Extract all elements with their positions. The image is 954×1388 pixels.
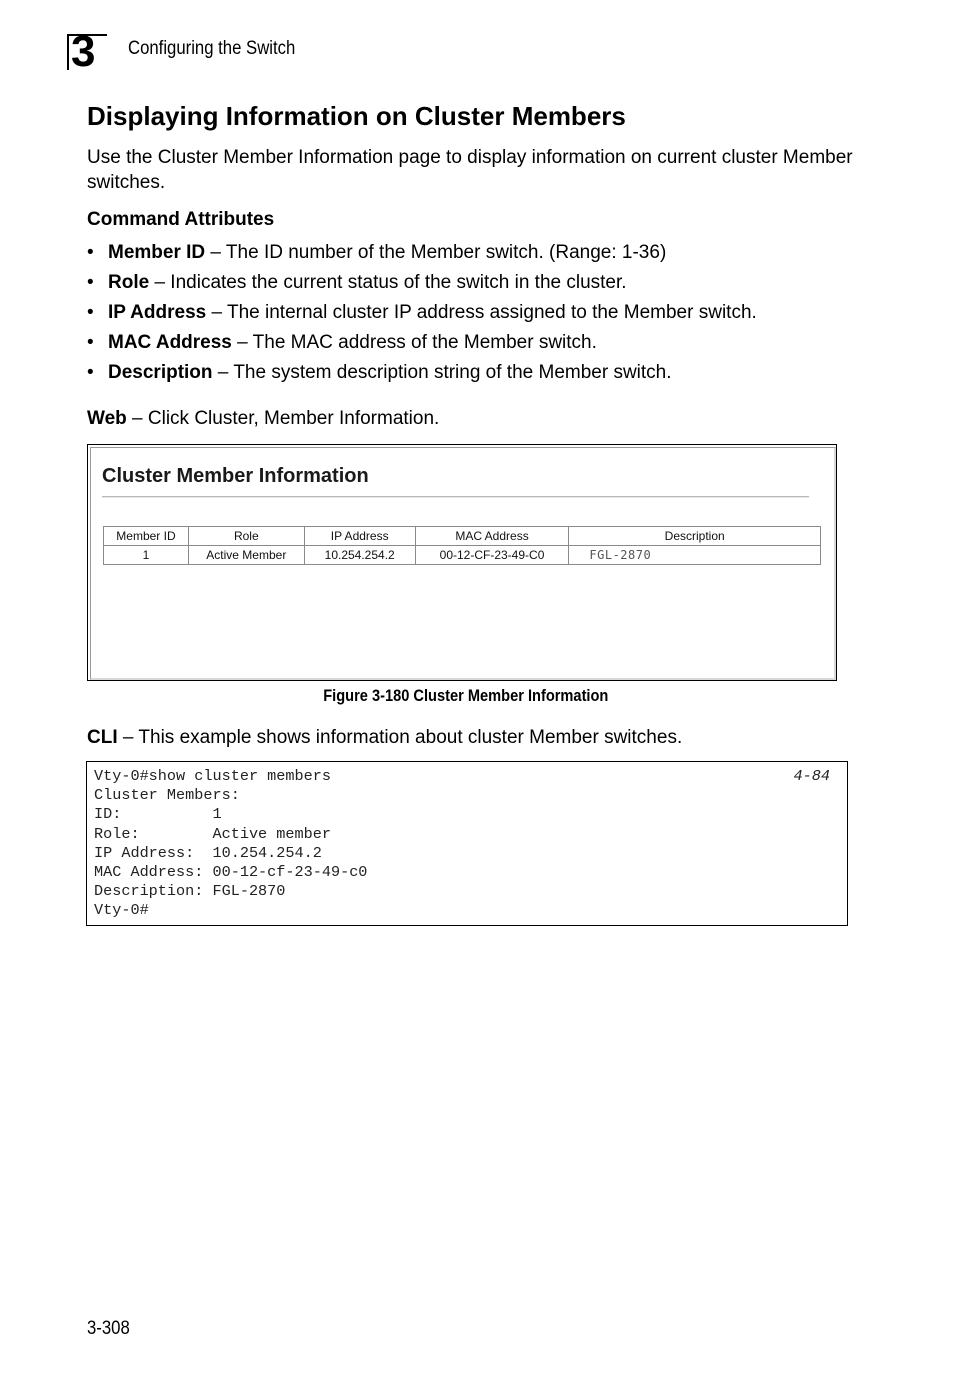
table-header-row (104, 527, 821, 546)
attribute-term: Description (108, 362, 213, 383)
cli-label: CLI (87, 727, 118, 748)
attribute-desc: – The system description string of the Member switch. (212, 362, 672, 383)
attributes-list (87, 240, 757, 390)
page-number: 3-308 (87, 1318, 130, 1339)
code-line: IP Address: 10.254.254.2 (94, 843, 322, 862)
column-header-description: Description (569, 527, 821, 546)
code-line: MAC Address: 00-12-cf-23-49-c0 (94, 863, 368, 882)
web-label: Web (87, 408, 127, 429)
cell-member-id: 1 (104, 546, 189, 565)
attributes-heading: Command Attributes (87, 209, 275, 230)
attribute-term: Member ID (108, 242, 206, 263)
panel-title: Cluster Member Information (102, 465, 369, 487)
code-line: Role: Active member (94, 824, 331, 843)
attribute-term: Role (108, 272, 150, 293)
title-divider (102, 496, 809, 498)
figure-screenshot (87, 444, 837, 681)
attribute-term: MAC Address (108, 332, 232, 353)
section-title: Displaying Information on Cluster Members (87, 101, 626, 131)
column-header-member-id: Member ID (104, 527, 189, 546)
column-header-mac-address: MAC Address (415, 527, 569, 546)
cell-ip-address: 10.254.254.2 (304, 546, 415, 565)
code-line: Description: FGL-2870 (94, 882, 286, 901)
web-panel (90, 447, 836, 680)
code-line: Vty-0#show cluster members (94, 767, 331, 785)
member-table (103, 526, 821, 565)
attribute-desc: – Indicates the current status of the switch in the cluster. (149, 272, 627, 293)
figure-caption (0, 686, 932, 706)
cli-code-block (86, 761, 848, 926)
column-header-role: Role (188, 527, 304, 546)
bullet-icon: • (87, 272, 94, 293)
attribute-item (87, 300, 757, 330)
table-row (104, 546, 821, 565)
cell-description: FGL-2870 (569, 546, 821, 565)
figure-caption-text: Figure 3-180 Cluster Member Information (323, 686, 609, 705)
running-header: Configuring the Switch (128, 38, 296, 59)
bullet-icon: • (87, 332, 94, 353)
chapter-number: 3 (71, 34, 96, 70)
attribute-item (87, 360, 757, 390)
web-instruction (87, 408, 439, 430)
attribute-item (87, 240, 757, 270)
bullet-icon: • (87, 302, 94, 323)
attribute-desc: – The internal cluster IP address assigned to the Member switch. (206, 302, 757, 323)
cell-mac-address: 00-12-CF-23-49-C0 (415, 546, 569, 565)
cli-text: – This example shows information about cluster Member switches. (117, 727, 683, 748)
cli-instruction (87, 727, 682, 749)
code-line: Vty-0# (94, 901, 149, 920)
attribute-item (87, 270, 757, 300)
intro-paragraph: Use the Cluster Member Information page to display information on current cluster Member switches. (87, 147, 853, 193)
code-line: Cluster Members: (94, 786, 240, 805)
column-header-ip-address: IP Address (304, 527, 415, 546)
attribute-desc: – The MAC address of the Member switch. (231, 332, 597, 353)
attribute-item (87, 330, 757, 360)
attribute-desc: – The ID number of the Member switch. (Range: 1-36) (205, 242, 667, 263)
cell-role: Active Member (188, 546, 304, 565)
chapter-number-box (67, 34, 107, 70)
code-line: ID: 1 (94, 805, 222, 824)
bullet-icon: • (87, 362, 94, 383)
attribute-term: IP Address (108, 302, 207, 323)
web-text: – Click Cluster, Member Information. (126, 408, 440, 429)
command-reference: 4-84 (793, 767, 830, 785)
cli-code (94, 767, 367, 921)
bullet-icon: • (87, 242, 94, 263)
